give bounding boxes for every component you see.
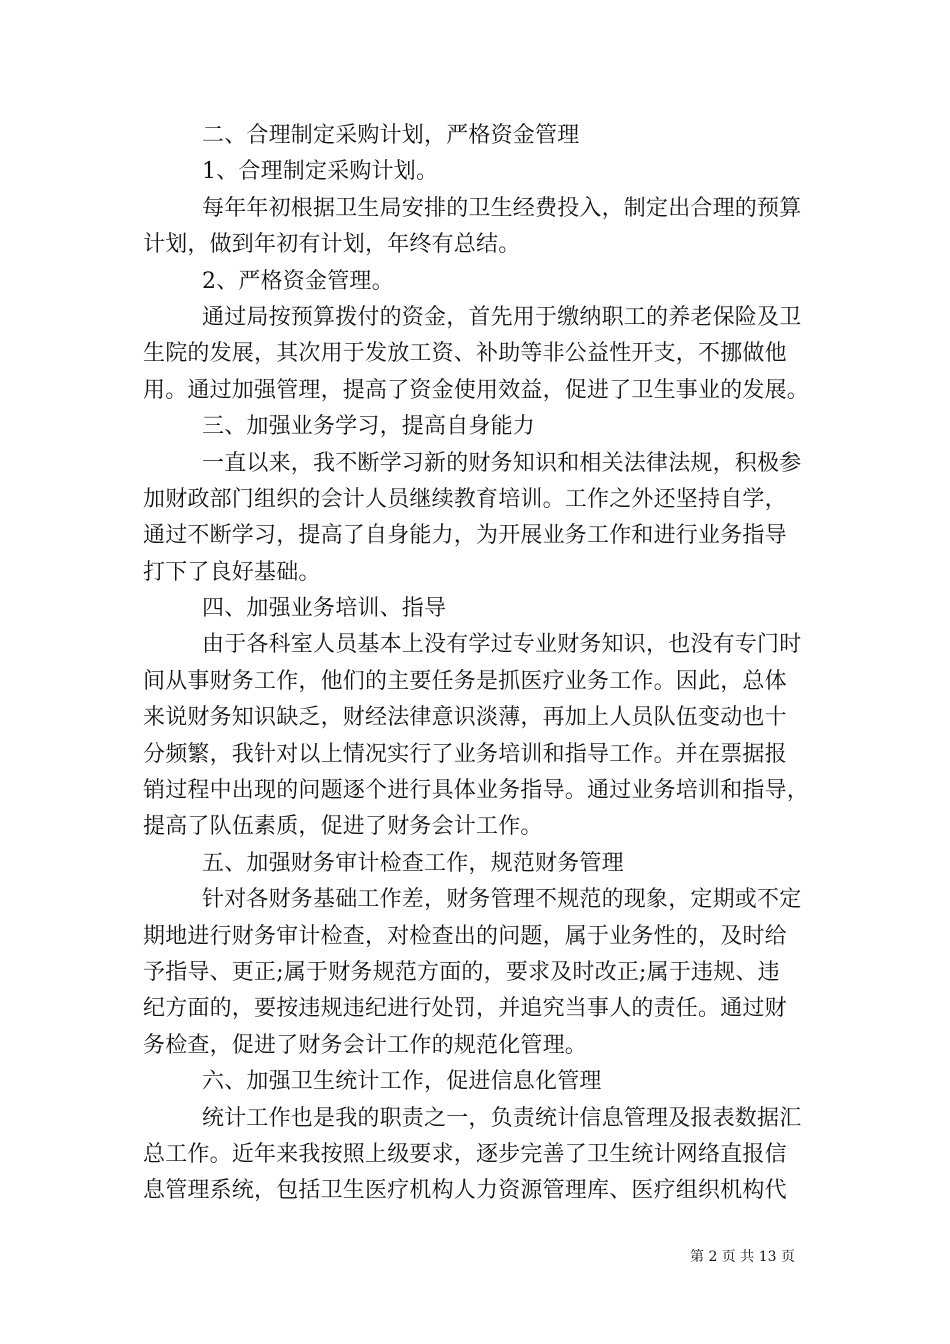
page-number: 第 2 页 共 13 页 [690,1249,795,1265]
paragraph-line: 来说财务知识缺乏，财经法律意识淡薄，再加上人员队伍变动也十 [143,705,787,731]
paragraph-line: 销过程中出现的问题逐个进行具体业务指导。通过业务培训和指导， [143,778,810,804]
paragraph-line: 统计工作也是我的职责之一，负责统计信息管理及报表数据汇 [202,1105,802,1131]
section-heading: 三、加强业务学习，提高自身能力 [202,414,536,440]
section-heading: 五、加强财务审计检查工作，规范财务管理 [202,850,624,876]
paragraph-line: 针对各财务基础工作差，财务管理不规范的现象，定期或不定 [202,887,802,913]
paragraph-line: 务检查，促进了财务会计工作的规范化管理。 [143,1032,588,1058]
section-heading: 六、加强卫生统计工作，促进信息化管理 [202,1069,602,1095]
paragraph-line: 提高了队伍素质，促进了财务会计工作。 [143,814,543,840]
paragraph-line: 纪方面的，要按违规违纪进行处罚，并追究当事人的责任。通过财 [143,996,787,1022]
paragraph-line: 打下了良好基础。 [143,559,321,585]
paragraph-line: 生院的发展，其次用于发放工资、补助等非公益性开支，不挪做他 [143,341,787,367]
section-heading: 四、加强业务培训、指导 [202,596,447,622]
paragraph-line: 期地进行财务审计检查，对检查出的问题，属于业务性的，及时给 [143,923,787,949]
paragraph-line: 予指导、更正;属于财务规范方面的，要求及时改正;属于违规、违 [143,959,780,985]
subsection-heading: 2、严格资金管理。 [202,268,394,294]
paragraph-line: 一直以来，我不断学习新的财务知识和相关法律法规，积极参 [202,450,802,476]
paragraph-line: 通过局按预算拨付的资金，首先用于缴纳职工的养老保险及卫 [202,304,802,330]
paragraph-line: 总工作。近年来我按照上级要求，逐步完善了卫生统计网络直报信 [143,1141,787,1167]
paragraph-line: 通过不断学习，提高了自身能力，为开展业务工作和进行业务指导 [143,523,787,549]
subsection-heading: 1、合理制定采购计划。 [202,159,439,185]
paragraph-line: 每年年初根据卫生局安排的卫生经费投入，制定出合理的预算 [202,195,802,221]
paragraph-line: 间从事财务工作，他们的主要任务是抓医疗业务工作。因此，总体 [143,668,787,694]
paragraph-line: 加财政部门组织的会计人员继续教育培训。工作之外还坚持自学， [143,486,787,512]
paragraph-line: 息管理系统，包括卫生医疗机构人力资源管理库、医疗组织机构代 [143,1178,787,1204]
section-heading: 二、合理制定采购计划，严格资金管理 [202,123,580,148]
paragraph-line: 计划，做到年初有计划，年终有总结。 [143,232,521,258]
paragraph-line: 分频繁，我针对以上情况实行了业务培训和指导工作。并在票据报 [143,741,787,767]
paragraph-line: 用。通过加强管理，提高了资金使用效益，促进了卫生事业的发展。 [143,377,810,403]
paragraph-line: 由于各科室人员基本上没有学过专业财务知识，也没有专门时 [202,632,802,658]
document-body [143,118,815,1210]
